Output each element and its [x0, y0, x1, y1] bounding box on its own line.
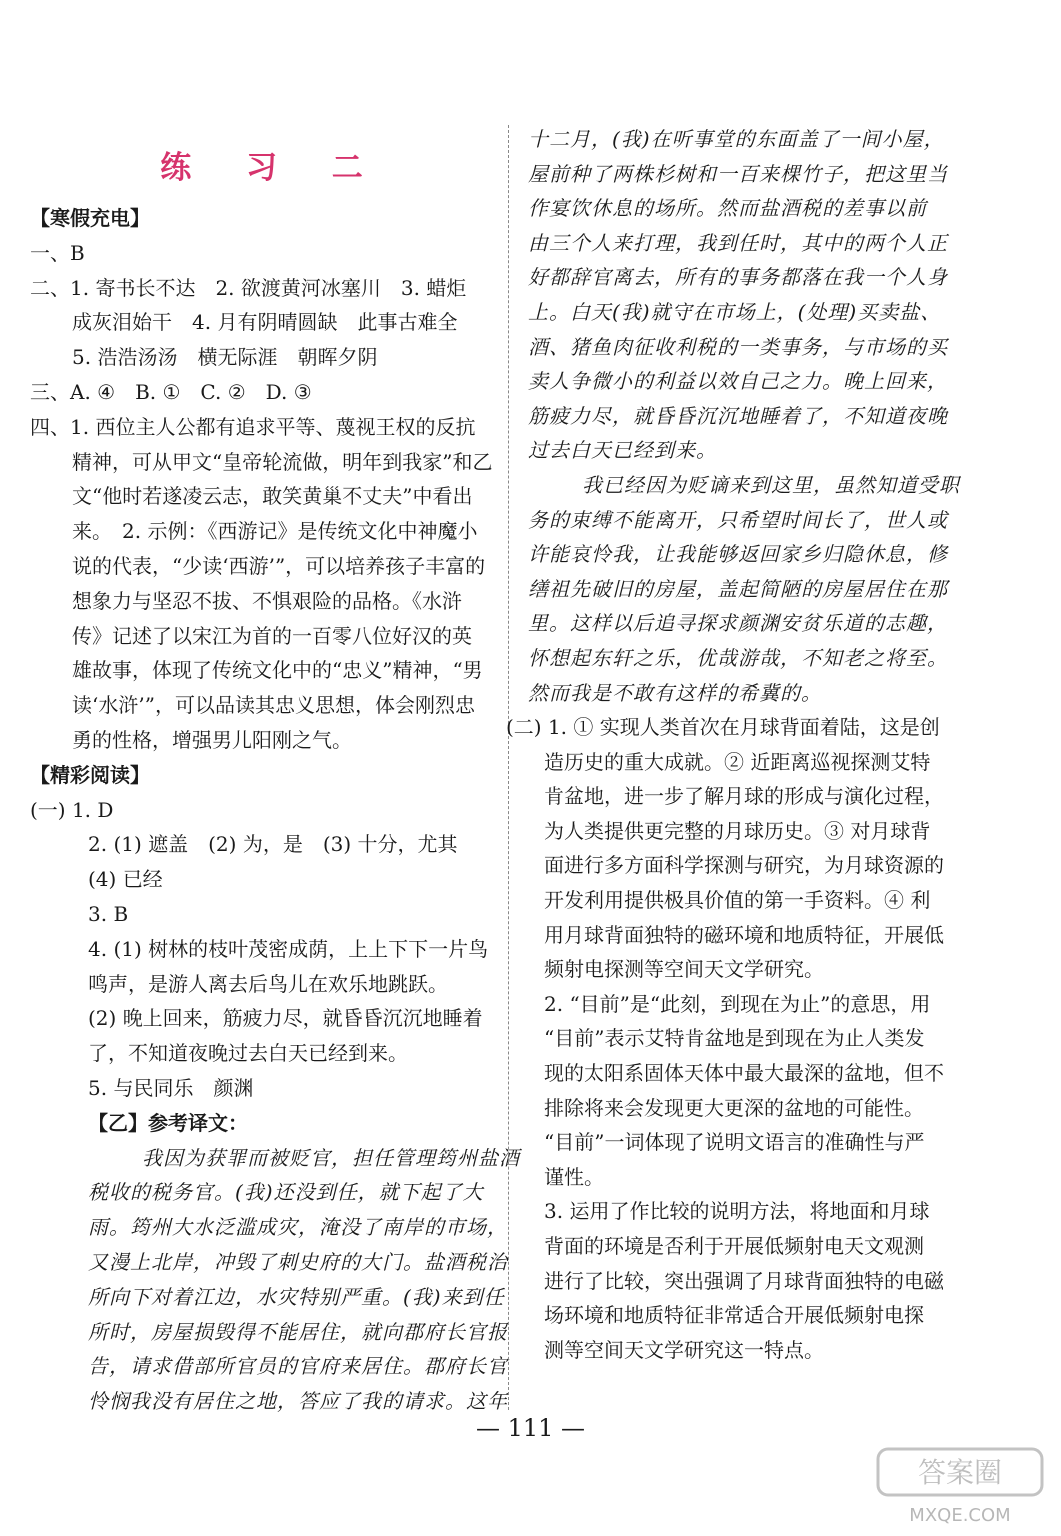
translation-line: 屋前种了两株杉树和一百来棵竹子，把这里当: [528, 161, 948, 186]
translation-line: 雨。筠州大水泛滥成灾，淹没了南岸的市场，: [88, 1215, 508, 1240]
answer-line: 进行了比较，突出强调了月球背面独特的电磁: [544, 1268, 944, 1293]
column-divider: [508, 125, 509, 1410]
watermark-text: MXQE.COM: [909, 1505, 1011, 1526]
translation-line: 上。白天(我)就守在市场上，(处理)买卖盐、: [528, 299, 942, 324]
answer-line: “目前”表示艾特肯盆地是到现在为止人类发: [544, 1026, 925, 1051]
section-heading: 【乙】参考译文：: [88, 1110, 248, 1135]
answer-line: 5. 与民同乐 颜渊: [88, 1075, 254, 1100]
answer-line: 谨性。: [544, 1164, 604, 1189]
answer-line: 来。 2. 示例：《西游记》是传统文化中神魔小: [72, 519, 478, 544]
page-number: — 111 —: [475, 1414, 586, 1442]
translation-line: 我因为获罪而被贬官，担任管理筠州盐酒: [142, 1145, 520, 1170]
answer-line: 雄故事，体现了传统文化中的“忠义”精神，“男: [72, 658, 483, 683]
answer-line: 传》记述了以宋江为首的一百零八位好汉的英: [72, 623, 472, 648]
section-heading: 【精彩阅读】: [30, 762, 150, 787]
answer-line: 一、B: [30, 240, 85, 265]
answer-line: 精神，可从甲文“皇帝轮流做，明年到我家”和乙: [72, 449, 493, 474]
translation-line: 缮祖先破旧的房屋，盖起简陋的房屋居住在那: [528, 576, 948, 601]
translation-line: 告，请求借部所官员的官府来居住。郡府长官: [88, 1354, 508, 1379]
answer-line: 现的太阳系固体天体中最大最深的盆地，但不: [544, 1061, 944, 1086]
answer-line: 3. 运用了作比较的说明方法，将地面和月球: [544, 1199, 930, 1224]
translation-line: 所向下对着江边，水灾特别严重。(我)来到任: [88, 1284, 505, 1309]
translation-line: 许能哀怜我，让我能够返回家乡归隐休息，修: [528, 542, 948, 567]
translation-line: 筋疲力尽，就昏昏沉沉地睡着了，不知道夜晚: [528, 403, 948, 428]
answer-line: 读‘水浒’”，可以品读其忠义思想，体会刚烈忠: [72, 693, 475, 718]
translation-line: 过去白天已经到来。: [528, 438, 717, 463]
answer-line: 2. “目前”是“此刻，到现在为止”的意思，用: [544, 991, 931, 1016]
translation-line: 我已经因为贬谪来到这里，虽然知道受职: [582, 472, 960, 497]
answer-line: 3. B: [88, 901, 129, 926]
translation-line: 然而我是不敢有这样的希冀的。: [528, 680, 822, 705]
translation-line: 所时，房屋损毁得不能居住，就向郡府长官报: [88, 1319, 508, 1344]
answer-line: 二、1. 寄书长不达 2. 欲渡黄河冰塞川 3. 蜡炬: [30, 275, 467, 300]
answer-line: “目前”一词体现了说明文语言的准确性与严: [544, 1130, 925, 1155]
answer-line: 面进行多方面科学探测与研究，为月球资源的: [544, 853, 944, 878]
answer-line: 文“他时若遂凌云志，敢笑黄巢不丈夫”中看出: [72, 484, 473, 509]
translation-line: 怀想起东轩之乐，优哉游哉，不知老之将至。: [528, 645, 948, 670]
answer-line: 测等空间天文学研究这一特点。: [544, 1337, 824, 1362]
answer-line: 排除将来会发现更大更深的盆地的可能性。: [544, 1095, 924, 1120]
answer-line: 想象力与坚忍不拔、不惧艰险的品格。《水浒: [72, 588, 462, 613]
answer-line: 肯盆地，进一步了解月球的形成与演化过程，: [544, 784, 944, 809]
answer-line: (二) 1. ① 实现人类首次在月球背面着陆，这是创: [506, 715, 940, 740]
answer-line: 为人类提供更完整的月球历史。③ 对月球背: [544, 818, 931, 843]
translation-line: 十二月，(我)在听事堂的东面盖了一间小屋，: [528, 127, 945, 151]
answer-line: 场环境和地质特征非常适合开展低频射电探: [544, 1303, 924, 1328]
watermark-logo-text: 答案圈: [917, 1456, 1003, 1489]
translation-line: 由三个人来打理，我到任时，其中的两个人正: [528, 230, 948, 255]
answer-line: 了，不知道夜晚过去白天已经到来。: [88, 1041, 408, 1066]
translation-line: 作宴饮休息的场所。然而盐酒税的差事以前: [528, 196, 927, 221]
answer-line: (一) 1. D: [30, 797, 114, 822]
answer-line: 频射电探测等空间天文学研究。: [544, 957, 824, 982]
answer-line: 造历史的重大成就。② 近距离巡视探测艾特: [544, 749, 931, 774]
answer-line: (2) 晚上回来，筋疲力尽，就昏昏沉沉地睡着: [88, 1006, 483, 1031]
answer-line: 鸣声，是游人离去后鸟儿在欢乐地跳跃。: [88, 971, 448, 996]
right-column: [506, 122, 968, 1367]
translation-line: 务的束缚不能离开，只希望时间长了，世人或: [528, 507, 948, 532]
section-heading: 【寒假充电】: [30, 206, 150, 230]
answer-line: 用月球背面独特的磁环境和地质特征，开展低: [544, 922, 944, 947]
answer-line: 三、A. ④ B. ① C. ② D. ③: [30, 379, 312, 404]
answer-line: 成灰泪始干 4. 月有阴晴圆缺 此事古难全: [72, 310, 458, 335]
translation-line: 卖人争微小的利益以效自己之力。晚上回来，: [528, 369, 948, 394]
answer-line: 背面的环境是否利于开展低频射电天文观测: [544, 1234, 924, 1258]
answer-line: 勇的性格，增强男儿阳刚之气。: [72, 727, 352, 752]
answer-line: (4) 已经: [88, 867, 163, 892]
translation-line: 里。这样以后追寻探求颜渊安贫乐道的志趣，: [528, 611, 948, 636]
answer-line: 5. 浩浩汤汤 横无际涯 朝晖夕阴: [72, 345, 378, 370]
page-title: 练 习 二: [160, 150, 385, 186]
answer-line: 2. (1) 遮盖 (2) 为，是 (3) 十分，尤其: [88, 832, 458, 857]
answer-line: 说的代表，“少读‘西游’”，可以培养孩子丰富的: [72, 553, 486, 578]
translation-line: 酒、猪鱼肉征收利税的一类事务，与市场的买: [528, 334, 948, 359]
watermark-logo: [870, 1445, 1050, 1530]
translation-line: 好都辞官离去，所有的事务都落在我一个人身: [528, 265, 948, 290]
translation-line: 又漫上北岸，冲毁了刺史府的大门。盐酒税治: [88, 1249, 508, 1274]
translation-line: 税收的税务官。(我)还没到任，就下起了大: [88, 1180, 484, 1205]
translation-line: 怜悯我没有居住之地，答应了我的请求。这年: [88, 1389, 508, 1414]
left-column: [30, 120, 520, 1419]
answer-line: 四、1. 西位主人公都有追求平等、蔑视王权的反抗: [30, 414, 476, 439]
answer-line: 4. (1) 树林的枝叶茂密成荫，上上下下一片鸟: [88, 936, 489, 961]
answer-line: 开发利用提供极具价值的第一手资料。④ 利: [544, 888, 931, 913]
